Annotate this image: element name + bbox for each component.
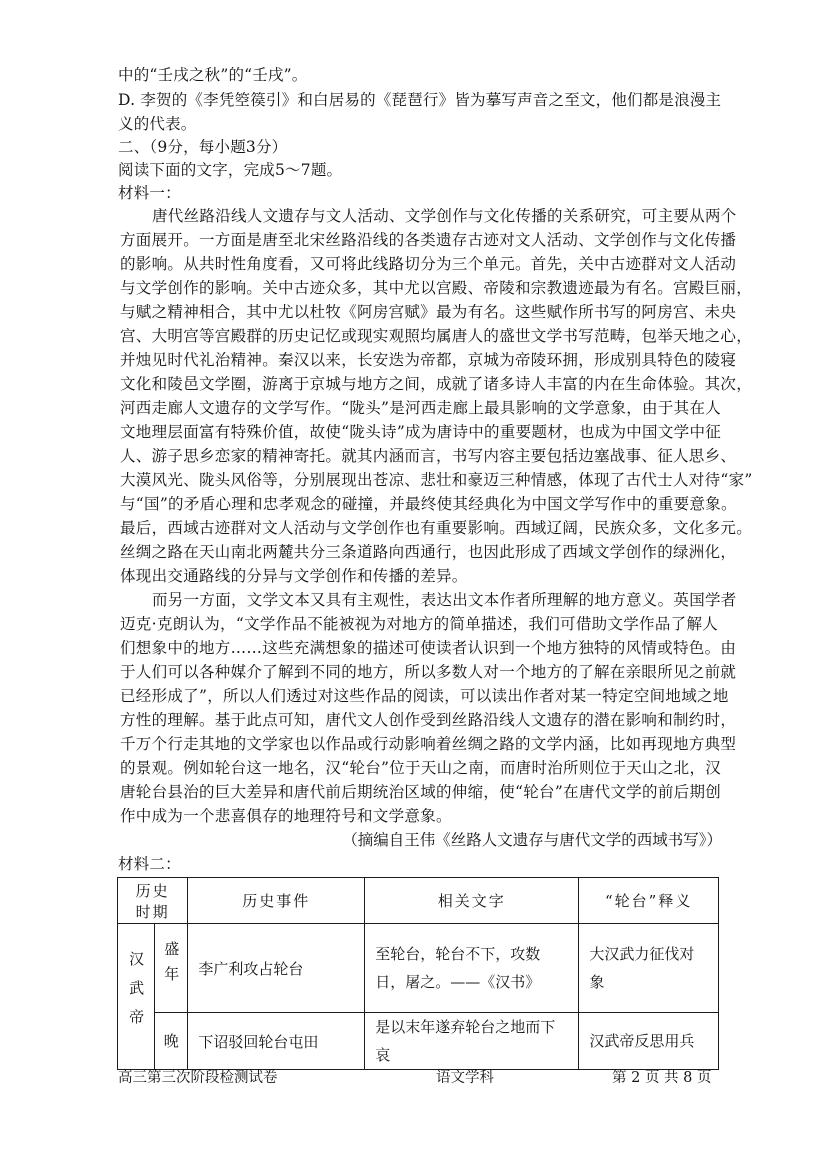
text-cell: 是以末年遂弃轮台之地而下哀 — [365, 1013, 579, 1070]
header-period: 历史时期 — [118, 878, 188, 924]
paragraph-line: 方性的理解。基于此点可知，唐代文人创作受到丝路沿线人文遗存的潜在影响和制约时， — [120, 711, 737, 729]
footer-subject: 语文学科 — [436, 1070, 494, 1086]
section-heading: 二、（9分，每小题3分） — [118, 138, 288, 156]
paragraph-line: 文化和陵邑文学圈，游离于京城与地方之间，成就了诸多诗人丰富的内在生命体验。其次， — [120, 375, 753, 393]
paragraph-line: 人、游子思乡恋家的精神寄托。就其内涵而言，书写内容主要包括边塞战事、征人思乡、 — [120, 447, 737, 465]
reading-instruction: 阅读下面的文字，完成5～7题。 — [118, 161, 343, 179]
era-label: 汉武帝 — [127, 951, 146, 1038]
paragraph-line: 已经形成了”，所以人们透过对这些作品的阅读，可以读出作者对某一特定空间地域之地 — [120, 687, 729, 705]
paragraph-line: 千万个行走其地的文学家也以作品或行动影响着丝绸之路的文学内涵，比如再现地方典型 — [120, 735, 737, 753]
paragraph-line: 体现出交通路线的分异与文学创作和传播的差异。 — [120, 567, 468, 585]
paragraph-line: 们想象中的地方……这些充满想象的描述可使读者认识到一个地方独特的风情或特色。由 — [120, 639, 737, 657]
era-cell — [118, 924, 155, 1070]
paragraph-line: 最后，西域古迹群对文人活动与文学创作也有重要影响。西域辽阔，民族众多，文化多元。 — [120, 519, 753, 537]
header-meaning: “轮台”释义 — [579, 878, 719, 924]
footer-page-number: 第 2 页 共 8 页 — [612, 1070, 712, 1086]
paragraph-line: 与赋之精神相合，其中尤以杜牧《阿房宫赋》最为有名。这些赋作所书写的阿房宫、未央 — [120, 303, 737, 321]
paragraph-line: 唐代丝路沿线人文遗存与文人活动、文学创作与文化传播的关系研究，可主要从两个 — [152, 207, 737, 225]
sub-period-cell — [155, 924, 188, 1013]
table-row — [118, 924, 719, 1013]
header-event: 历史事件 — [188, 878, 365, 924]
paragraph-line: 并烛见时代礼治精神。秦汉以来，长安迭为帝都，京城为帝陵环拥，形成别具特色的陵寝 — [120, 351, 737, 369]
material-1-label: 材料一： — [118, 184, 181, 202]
event-cell: 李广利攻占轮台 — [188, 924, 365, 1013]
intro-line-1: 中的“壬戌之秋”的“壬戌”。 — [118, 66, 308, 84]
paragraph-line: 河西走廊人文遗存的文学写作。“陇头”是河西走廊上最具影响的文学意象，由于其在人 — [120, 399, 722, 417]
sub-period-cell — [155, 1013, 188, 1070]
text-cell: 至轮台，轮台不下，攻数日，屠之。——《汉书》 — [365, 924, 579, 1013]
paragraph-line: 的影响。从共时性角度看，又可将此线路切分为三个单元。首先，关中古迹群对文人活动 — [120, 255, 737, 273]
paragraph-line: 与文学创作的影响。关中古迹众多，其中尤以宫殿、帝陵和宗教遗迹最为有名。宫殿巨丽， — [120, 279, 753, 297]
paragraph-line: 于人们可以各种媒介了解到不同的地方，所以多数人对一个地方的了解在亲眼所见之前就 — [120, 663, 737, 681]
material-2-label: 材料二： — [118, 855, 181, 873]
paragraph-line: 而另一方面，文学文本又具有主观性，表达出文本作者所理解的地方意义。英国学者 — [152, 591, 737, 609]
table-header-row — [118, 878, 719, 924]
paragraph-line: 丝绸之路在天山南北两麓共分三条道路向西通行，也因此形成了西域文学创作的绿洲化， — [120, 543, 737, 561]
paragraph-line: 文地理层面富有特殊价值，故使“陇头诗”成为唐诗中的重要题材，也成为中国文学中征 — [120, 423, 722, 441]
paragraph-line: 作中成为一个悲喜俱存的地理符号和文学意象。 — [120, 807, 452, 825]
sub-period-label: 晚 — [163, 1032, 179, 1050]
header-text: 相关文字 — [365, 878, 579, 924]
paragraph-line: 迈克·克朗认为，“文学作品不能被视为对地方的简单描述，我们可借助文学作品了解人 — [120, 615, 719, 633]
paragraph-line: 的景观。例如轮台这一地名，汉“轮台”位于天山之南，而唐时治所则位于天山之北，汉 — [120, 759, 722, 777]
paragraph-line: 与“国”的矛盾心理和忠孝观念的碰撞，并最终使其经典化为中国文学写作中的重要意象。 — [120, 495, 737, 513]
source-citation: （摘编自王伟《丝路人文遗存与唐代文学的西域书写》） — [342, 831, 722, 849]
event-cell: 下诏驳回轮台屯田 — [188, 1013, 365, 1070]
meaning-cell: 大汉武力征伐对象 — [579, 924, 719, 1013]
footer-exam-name: 高三第三次阶段检测试卷 — [118, 1070, 278, 1086]
paragraph-line: 大漠风光、陇头风俗等，分别展现出苍凉、悲壮和豪迈三种情感，体现了古代士人对待“家” — [120, 471, 753, 489]
option-d-line-1: D. 李贺的《李凭箜篌引》和白居易的《琵琶行》皆为摹写声音之至文，他们都是浪漫主 — [118, 91, 722, 109]
paragraph-line: 宫、大明宫等宫殿群的历史记忆或现实观照均属唐人的盛世文学书写范畴，包举天地之心， — [120, 327, 753, 345]
option-d-line-2: 义的代表。 — [118, 115, 197, 133]
history-table — [117, 877, 719, 1070]
paragraph-line: 方面展开。一方面是唐至北宋丝路沿线的各类遗存古迹对文人活动、文学创作与文化传播 — [120, 231, 737, 249]
meaning-cell: 汉武帝反思用兵 — [579, 1013, 719, 1070]
sub-period-label: 盛年 — [162, 941, 181, 991]
table-row — [118, 1013, 719, 1070]
paragraph-line: 唐轮台县治的巨大差异和唐代前后期统治区域的伸缩，使“轮台”在唐代文学的前后期创 — [120, 783, 722, 801]
